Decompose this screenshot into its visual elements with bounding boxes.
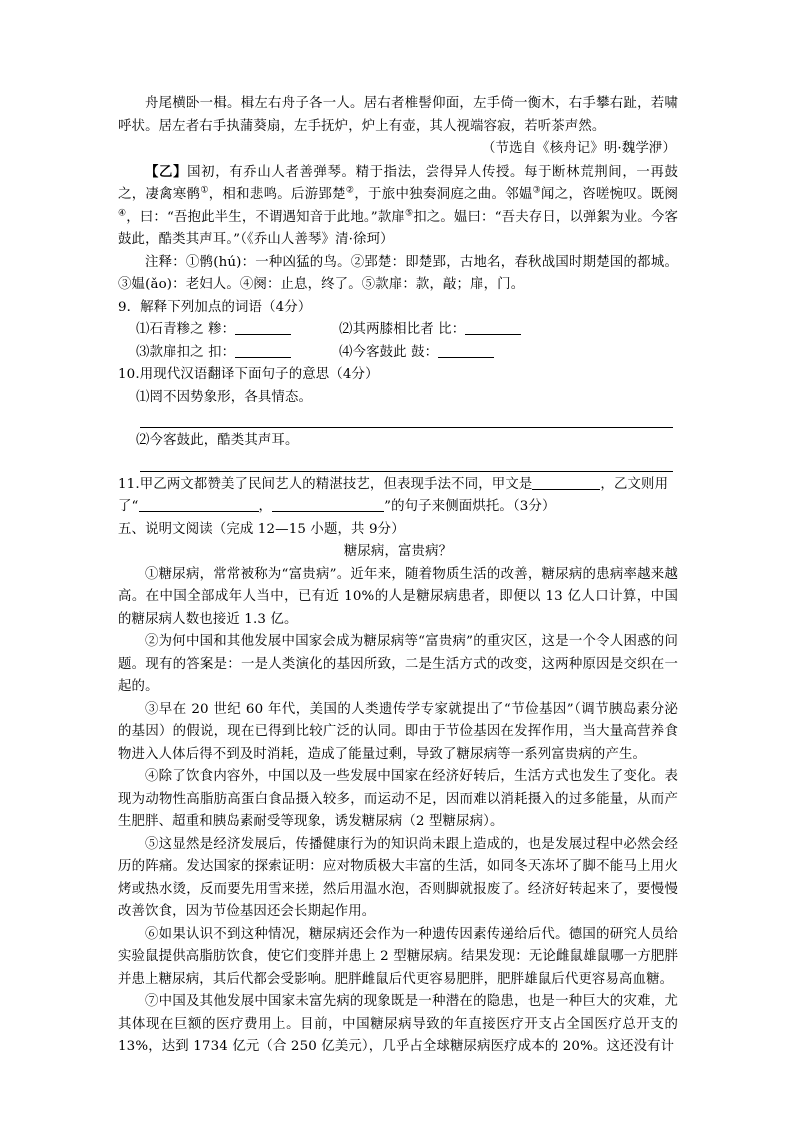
article-paragraph: ⑥如果认识不到这种情况，糖尿病还会作为一种遗传因素传递给后代。德国的研究人员给实验鼠提供高脂肪饮食，使它们变胖并患上 2 型糖尿病。结果发现：无论雌鼠雄鼠哪一方肥胖并患上糖尿病，其后代都会受影响。肥胖雌鼠后代更容易肥胖，肥胖雄鼠后代更容易高血糖。 xyxy=(118,926,678,987)
passage-jia-source: （节选自《核舟记》明·魏学洢） xyxy=(482,141,676,156)
passage-yi-segment: 扣之。媪曰：“吾夫存日，以弹絮为业。今客鼓此，酷类其声耳。”（《乔山人善琴》清·徐珂） xyxy=(118,209,678,247)
answer-blank[interactable] xyxy=(465,320,521,335)
answer-blank[interactable] xyxy=(235,343,291,358)
annotations: 注释：①鹘(hú)：一种凶猛的鸟。②郢楚：即楚郢，古地名，春秋战国时期楚国的都城。③媪(ǎo)：老妇人。④阕：止息，终了。⑤款扉：款，敲；扉，门。 xyxy=(118,254,678,292)
passage-yi-tag: 【乙】 xyxy=(145,163,188,180)
answer-line-1[interactable] xyxy=(140,409,673,428)
item-text: ⑴石青糁之 糁： xyxy=(136,322,236,337)
note-marker: ① xyxy=(200,185,209,196)
passage-jia-text: 舟尾横卧一楫。楫左右舟子各一人。居右者椎髻仰面，左手倚一衡木，右手攀右趾，若啸呼状。居左者右手执蒲葵扇，左手抚炉，炉上有壶，其人视端容寂，若听茶声然。 xyxy=(118,96,678,134)
exam-page xyxy=(118,93,678,1059)
answer-blank[interactable] xyxy=(272,497,384,512)
note-marker: ⑤ xyxy=(404,208,414,219)
answer-blank[interactable] xyxy=(532,475,600,490)
passage-yi-segment: 闻之，咨嗟惋叹。既阕 xyxy=(541,187,679,202)
question-10-sentence-2: ⑵今客鼓此，酷类其声耳。 xyxy=(136,433,299,448)
note-marker: ③ xyxy=(532,185,542,196)
item-text: ⑵其两膝相比者 比： xyxy=(339,322,466,337)
article-paragraph: ⑦中国及其他发展中国家未富先病的现象既是一种潜在的隐患，也是一种巨大的灾难，尤其体现在巨额的医疗费用上。目前，中国糖尿病导致的年直接医疗开支占全国医疗总开支的 13%，达到 1734 亿元（合 250 亿美元），几乎占全球糖尿病医疗成本的 20%。这还没有计 xyxy=(118,994,678,1054)
passage-yi-text xyxy=(118,161,678,252)
question-11 xyxy=(118,474,678,519)
note-marker: ④ xyxy=(118,208,127,219)
q11-text: ，乙文则用了“ xyxy=(118,476,669,514)
question-10-title: 10.用现代汉语翻译下面句子的意思（4分） xyxy=(118,367,379,382)
question-9-row-1 xyxy=(118,319,678,342)
q11-text: ”的句子来侧面烘托。（3分） xyxy=(384,499,556,514)
answer-blank[interactable] xyxy=(139,497,259,512)
question-9-item-1 xyxy=(136,319,339,342)
article-paragraph: ③早在 20 世纪 60 年代，美国的人类遗传学专家就提出了“节俭基因”（调节胰岛素分泌的基因）的假说，现在已得到比较广泛的认同。即由于节俭基因在发挥作用，当大量高营养食物进入人体后得不到及时消耗，造成了能量过剩，导致了糖尿病等一系列富贵病的产生。 xyxy=(118,701,678,762)
article-paragraph: ①糖尿病，常常被称为“富贵病”。近年来，随着物质生活的改善，糖尿病的患病率越来越高。在中国全部成年人当中，已有近 10%的人是糖尿病患者，即便以 13 亿人口计算，中国的糖尿病人数也接近 1.3 亿。 xyxy=(118,566,678,627)
passage-yi-segment: 国初，有乔山人者善弹琴。精于指法，尝得异人传授。每于断林荒荆间，一再鼓之，凄禽寒鹘 xyxy=(118,164,679,202)
item-text: ⑶款扉扣之 扣： xyxy=(136,344,236,360)
section-5-heading: 五、说明文阅读（完成 12—15 小题，共 9分） xyxy=(118,521,405,537)
question-9-item-2 xyxy=(339,319,521,342)
article-title: 糖尿病，富贵病？ xyxy=(343,544,453,559)
answer-line-2[interactable] xyxy=(140,453,673,472)
passage-yi-segment: ，曰：“吾抱此半生，不谓遇知音于此地。”款扉 xyxy=(126,209,405,225)
q11-text: 11.甲乙两文都赞美了民间艺人的精湛技艺，但表现手法不同，甲文是 xyxy=(118,476,533,492)
answer-blank[interactable] xyxy=(438,343,494,358)
item-text: ⑷今客鼓此 鼓： xyxy=(339,344,439,360)
question-9-row-2 xyxy=(118,342,678,365)
question-10-sentence-1: ⑴罔不因势象形，各具情态。 xyxy=(136,389,313,405)
article-paragraph: ②为何中国和其他发展中国家会成为糖尿病等“富贵病”的重灾区，这是一个令人困惑的问题。现有的答案是：一是人类演化的基因所致，二是生活方式的改变，这两种原因是交织在一起的。 xyxy=(118,634,678,694)
question-9-item-3 xyxy=(136,342,339,365)
answer-blank[interactable] xyxy=(235,320,291,335)
passage-yi-segment: ，于旅中独奏洞庭之曲。邻媪 xyxy=(354,187,533,202)
article-paragraph: ④除了饮食内容外，中国以及一些发展中国家在经济好转后，生活方式也发生了变化。表现为动物性高脂肪高蛋白食品摄入较多，而运动不足，因而难以消耗摄入的过多能量，从而产生肥胖、超重和胰岛素耐受等现象，诱发糖尿病（2 型糖尿病）。 xyxy=(118,769,678,829)
question-9-title: 9．解释下列加点的词语（4分） xyxy=(118,299,312,315)
article-paragraph: ⑤这显然是经济发展后，传播健康行为的知识尚未跟上造成的，也是发展过程中必然会经历的阵痛。发达国家的探索证明：应对物质极大丰富的生活，如同冬天冻坏了脚不能马上用火烤或热水烫，反而要先用雪来搓，然后用温水泡，否则脚就报废了。经济好转起来了，要慢慢改善饮食，因为节俭基因还会长期起作用。 xyxy=(118,836,678,919)
q11-text: ， xyxy=(258,499,273,514)
question-9-item-4 xyxy=(339,342,494,365)
passage-yi-segment: ，相和悲鸣。后游郢楚 xyxy=(208,187,346,202)
note-marker: ② xyxy=(345,185,355,196)
